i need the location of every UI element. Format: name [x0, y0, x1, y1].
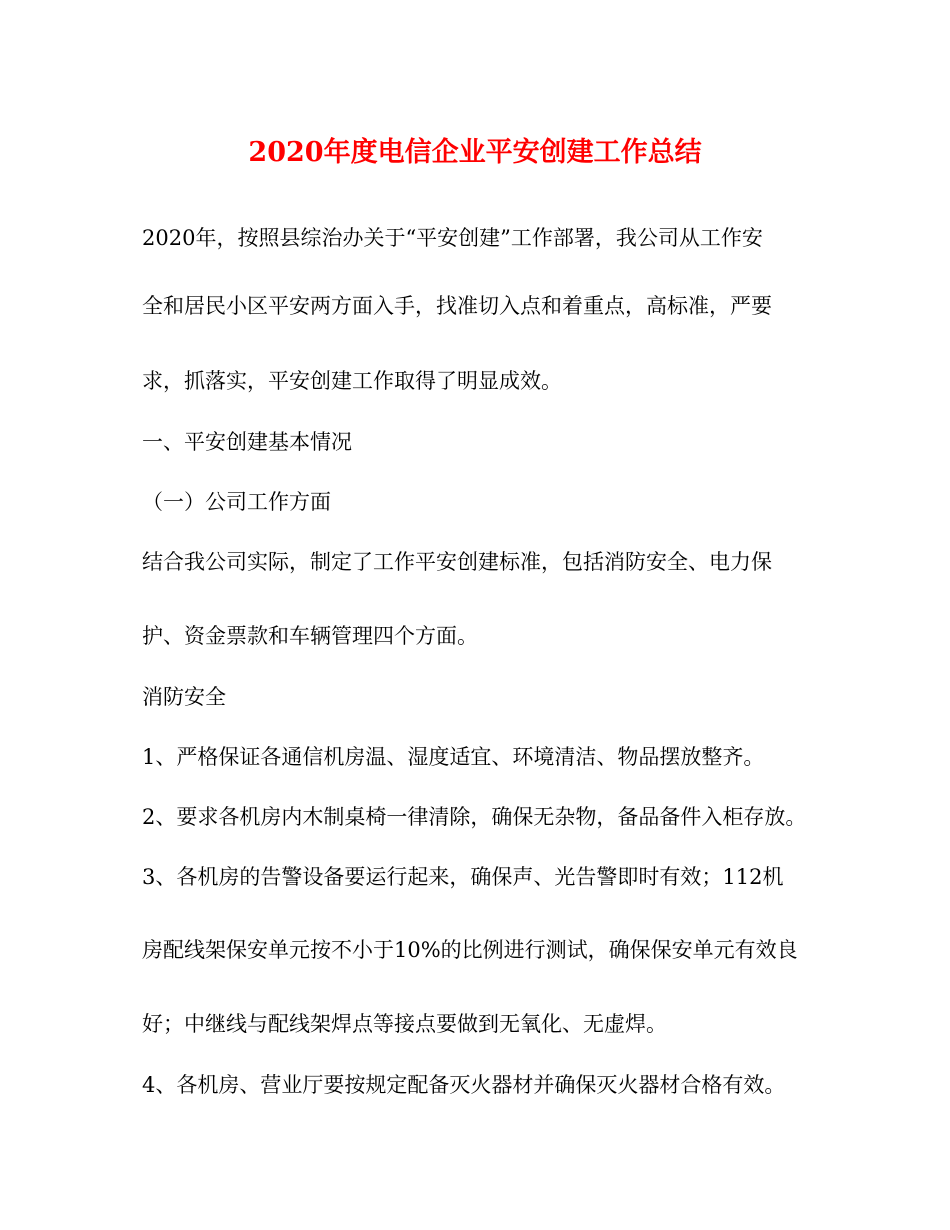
body-line: 结合我公司实际，制定了工作平安创建标准，包括消防安全、电力保 [142, 550, 772, 574]
body-line: 护、资金票款和车辆管理四个方面。 [142, 624, 478, 648]
body-line: 求，抓落实，平安创建工作取得了明显成效。 [142, 369, 562, 393]
list-item: 3、各机房的告警设备要运行起来，确保声、光告警即时有效；112机 [142, 865, 784, 889]
section-heading: 一、平安创建基本情况 [142, 430, 352, 454]
topic-heading: 消防安全 [142, 685, 226, 709]
list-item: 2、要求各机房内木制桌椅一律清除，确保无杂物，备品备件入柜存放。 [142, 805, 807, 829]
body-line: 好；中继线与配线架焊点等接点要做到无氧化、无虚焊。 [142, 1012, 667, 1036]
list-item: 1、严格保证各通信机房温、湿度适宜、环境清洁、物品摆放整齐。 [142, 745, 765, 769]
subsection-heading: （一）公司工作方面 [142, 490, 331, 514]
body-line: 全和居民小区平安两方面入手，找准切入点和着重点，高标准，严要 [142, 294, 772, 318]
body-line: 2020年，按照县综治办关于“平安创建”工作部署，我公司从工作安 [142, 226, 763, 250]
document-title: 2020年度电信企业平安创建工作总结 [248, 137, 702, 168]
body-line: 房配线架保安单元按不小于10%的比例进行测试，确保保安单元有效良 [142, 938, 798, 962]
list-item: 4、各机房、营业厅要按规定配备灭火器材并确保灭火器材合格有效。 [142, 1073, 786, 1097]
